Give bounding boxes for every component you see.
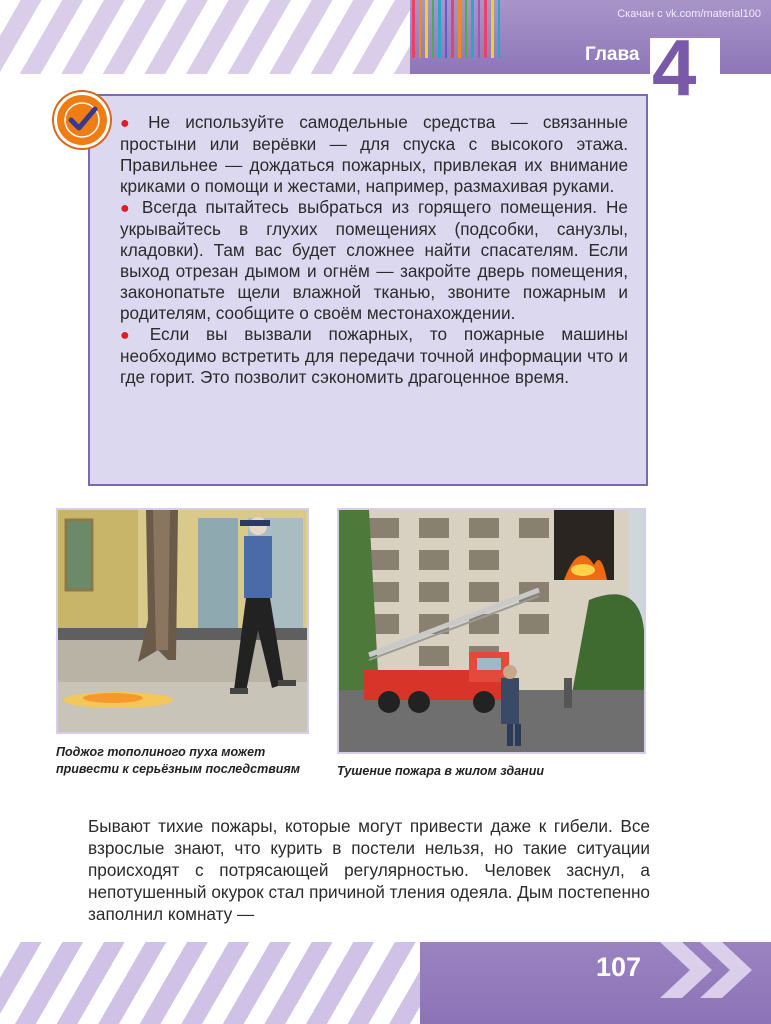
bullet-icon: ● — [120, 115, 141, 132]
color-bar — [498, 0, 501, 58]
page-number: 107 — [596, 952, 642, 982]
color-bar — [438, 0, 441, 58]
color-bar — [458, 0, 461, 58]
rule-item: ● Не используйте самодельные средства — связанные простыни или верёвки — для спуска с высокого этажа. Правильнее — дождаться пожарных, привлекая их внимание криками о помощи и жестами, например, размахивая руками. — [120, 112, 628, 196]
bullet-icon: ● — [120, 200, 134, 217]
chapter-label: Глава — [585, 44, 640, 65]
photo-caption-poplar: Поджог тополиного пуха может привести к серьёзным последствиям — [56, 745, 300, 776]
rule-item: ● Если вы вызвали пожарных, то пожарные машины необходимо встретить для передачи точной информации что и где горит. Это позволит сэкономить драгоценное время. — [120, 324, 628, 387]
color-bar — [478, 0, 481, 58]
photo-caption-building-fire: Тушение пожара в жилом здании — [337, 764, 544, 778]
color-bar — [425, 0, 428, 58]
color-bar — [451, 0, 454, 58]
chapter-number: 4 — [652, 23, 697, 112]
footer-stripes — [0, 942, 420, 1024]
color-bar — [465, 0, 468, 58]
color-bar — [484, 0, 487, 58]
bullet-icon: ● — [120, 327, 142, 344]
color-bar — [471, 0, 474, 58]
rule-item: ● Всегда пытайтесь выбраться из горящего помещения. Не укрывайтесь в глухих помещениях (подсобки, санузлы, кладовки). Там вас будет сложнее найти спасателям. Если выход отрезан дымом и огнём — закройте дверь помещения, законопатьте щели влажной тканью, звоните пожарным и родителям, сообщите о своём местонахождении. — [120, 197, 628, 323]
body-paragraph: Бывают тихие пожары, которые могут привести даже к гибели. Все взрослые знают, что курить в постели нельзя, но такие ситуации происходят с потрясающей регулярностью. Человек заснул, а непотушенный окурок стал причиной тления одеяла. Дым постепенно заполнил комнату — — [88, 816, 650, 924]
color-bars-decoration — [412, 0, 500, 60]
photo-poplar-fluff-fire — [56, 508, 309, 734]
color-bar — [491, 0, 494, 58]
rules-list — [120, 112, 628, 388]
color-bar — [412, 0, 415, 58]
checkmark-icon — [54, 92, 110, 148]
header-stripes — [0, 0, 410, 74]
double-chevron-right-icon — [652, 930, 762, 1015]
watermark: Скачан с vk.com/material100 — [617, 8, 761, 20]
photo-building-fire — [337, 508, 646, 754]
color-bar — [419, 0, 422, 58]
color-bar — [445, 0, 448, 58]
color-bar — [432, 0, 435, 58]
